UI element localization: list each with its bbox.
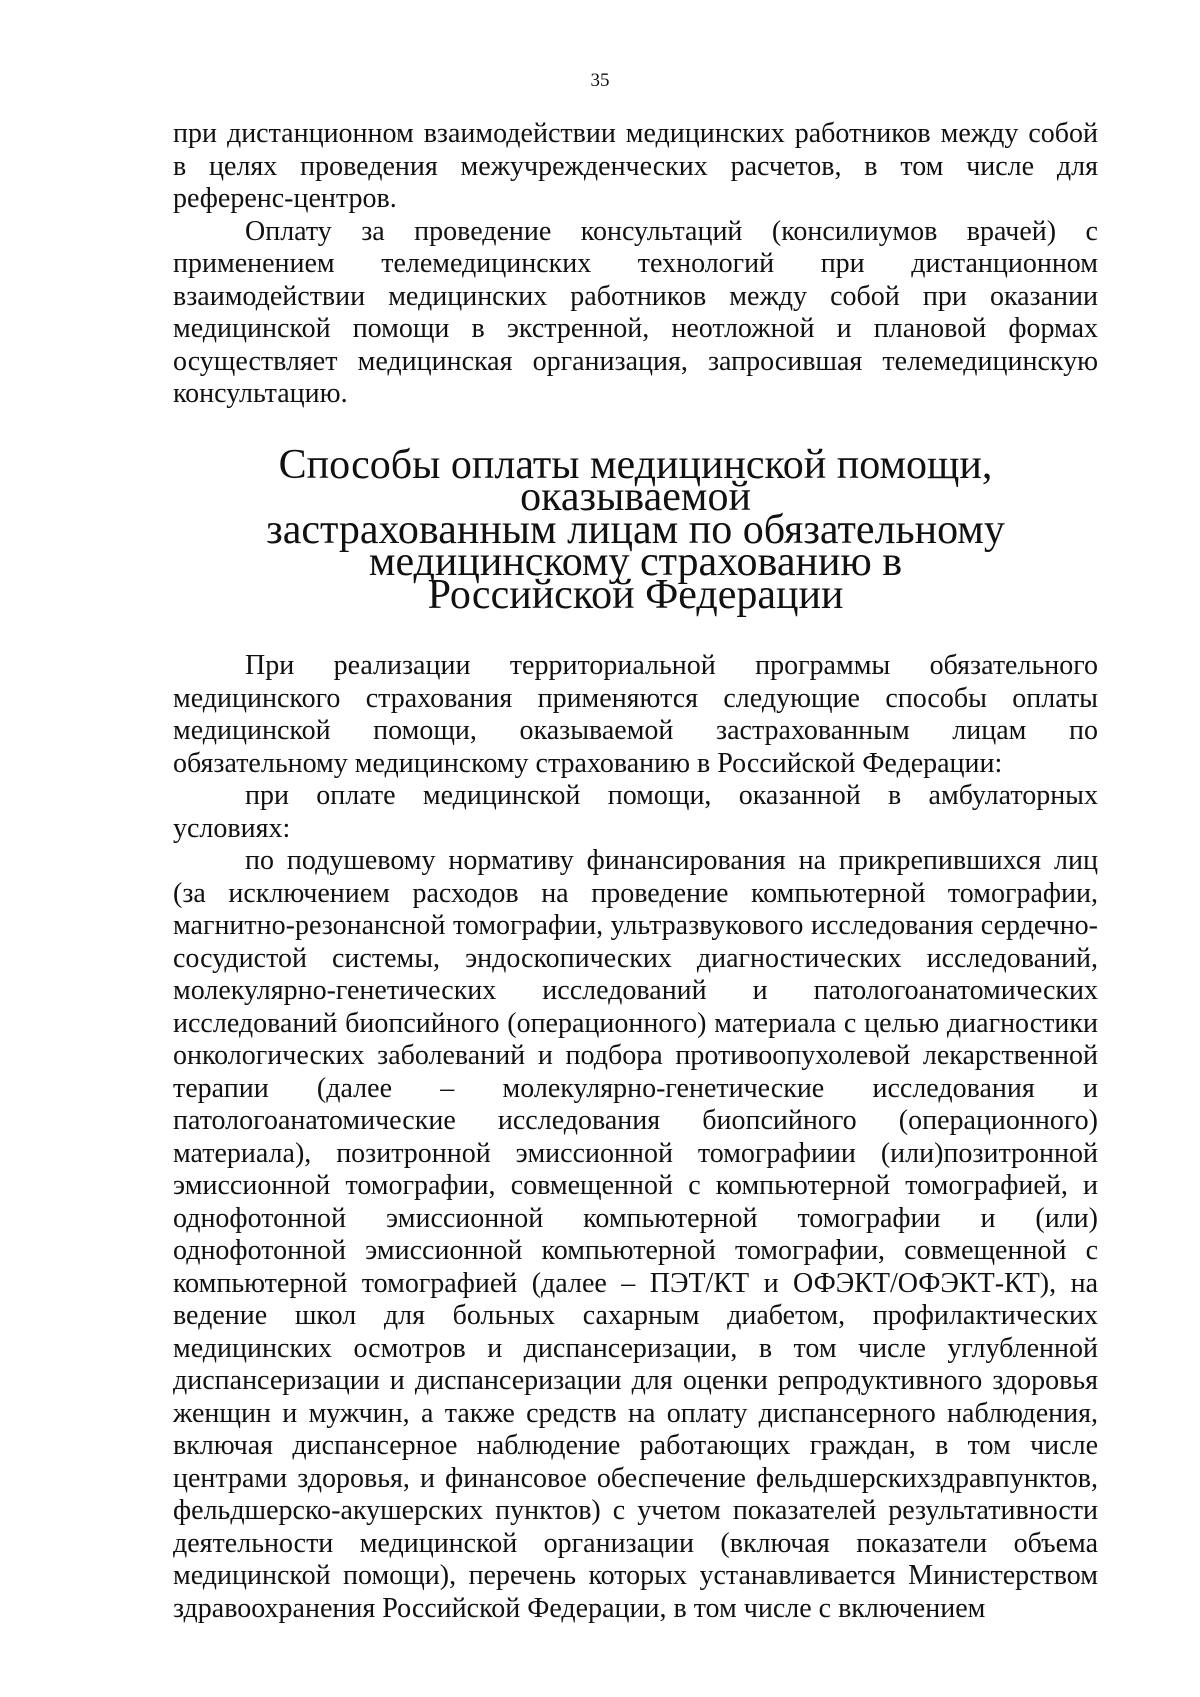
section-heading-line-1: Способы оплаты медицинской помощи, оказываемой xyxy=(278,441,993,520)
paragraph-continuation: при дистанционном взаимодействии медицинских работников между собой в целях проведения межучрежденческих расчетов, в том числе для референс-центров. xyxy=(173,118,1098,214)
section-heading xyxy=(173,441,1098,618)
section-heading-line-3: Российской Федерации xyxy=(427,571,844,618)
section-heading-line-2: застрахованным лицам по обязательному медицинскому страхованию в xyxy=(266,506,1005,585)
paragraph-payment-methods-intro: При реализации территориальной программы обязательного медицинского страхования применяются следующие способы оплаты медицинской помощи, оказываемой застрахованным лицам по обязательному медицинскому страхованию в Российской Федерации: xyxy=(173,650,1098,779)
document-body xyxy=(173,118,1098,1625)
paragraph-outpatient-conditions: при оплате медицинской помощи, оказанной в амбулаторных условиях: xyxy=(173,780,1098,844)
paragraph-per-capita-norm: по подушевому нормативу финансирования на прикрепившихся лиц (за исключением расходов на проведение компьютерной томографии, магнитно-резонансной томографии, ультразвукового исследования сердечно-сосудистой системы, эндоскопических диагностических исследований, молекулярно-генетических исследований и патологоанатомических исследований биопсийного (операционного) материала с целью диагностики онкологических заболеваний и подбора противоопухолевой лекарственной терапии (далее – молекулярно-генетические исследования и патологоанатомические исследования биопсийного (операционного) материала), позитронной эмиссионной томографиии (или)позитронной эмиссионной томографии, совмещенной с компьютерной томографией, и однофотонной эмиссионной компьютерной томографии и (или) однофотонной эмиссионной компьютерной томографии, совмещенной с компьютерной томографией (далее – ПЭТ/КТ и ОФЭКТ/ОФЭКТ-КТ), на ведение школ для больных сахарным диабетом, профилактических медицинских осмотров и диспансеризации, в том числе углубленной диспансеризации и диспансеризации для оценки репродуктивного здоровья женщин и мужчин, а также средств на оплату диспансерного наблюдения, включая диспансерное наблюдение работающих граждан, в том числе центрами здоровья, и финансовое обеспечение фельдшерскихздравпунктов, фельдшерско-акушерских пунктов) с учетом показателей результативности деятельности медицинской организации (включая показатели объема медицинской помощи), перечень которых устанавливается Министерством здравоохранения Российской Федерации, в том числе с включением xyxy=(173,845,1098,1624)
paragraph-telemedicine-payment: Оплату за проведение консультаций (консилиумов врачей) с применением телемедицинских технологий при дистанционном взаимодействии медицинских работников между собой при оказании медицинской помощи в экстренной, неотложной и плановой формах осуществляет медицинская организация, запросившая телемедицинскую консультацию. xyxy=(173,215,1098,409)
page-number: 35 xyxy=(590,70,610,91)
